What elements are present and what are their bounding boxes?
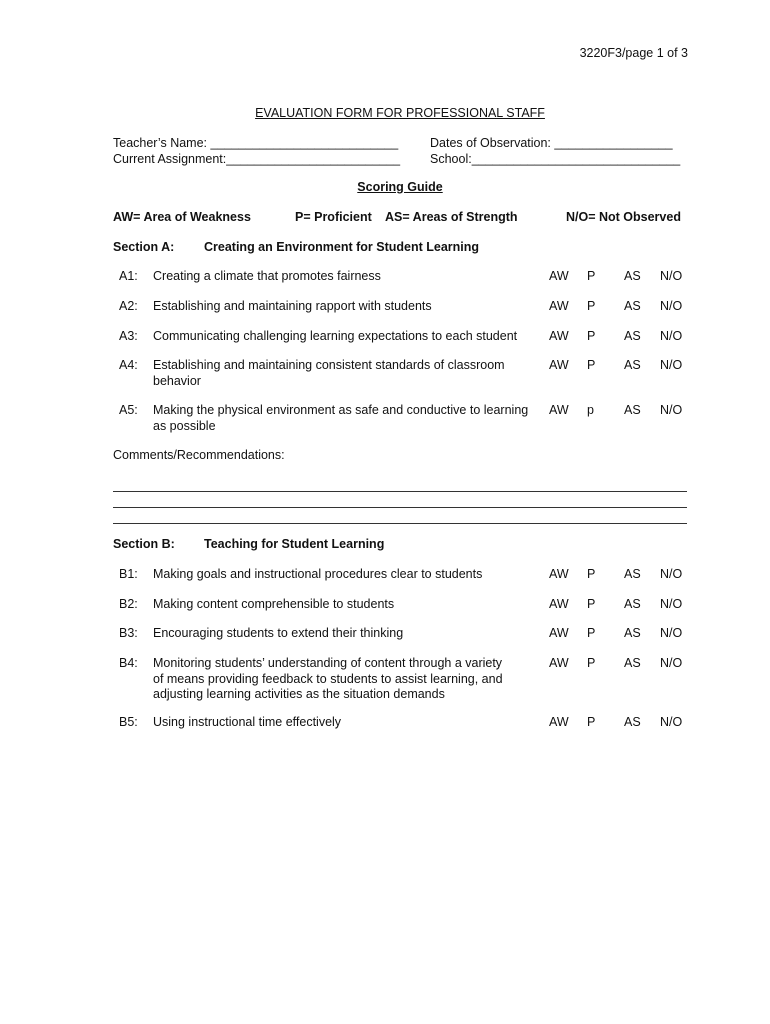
rating-no[interactable]: N/O bbox=[660, 597, 683, 611]
rating-as[interactable]: AS bbox=[624, 358, 641, 372]
rating-p[interactable]: P bbox=[587, 597, 596, 611]
comment-line[interactable] bbox=[113, 491, 687, 492]
rating-aw[interactable]: AW bbox=[549, 299, 569, 313]
legend-no: N/O= Not Observed bbox=[566, 210, 681, 224]
rating-p[interactable]: p bbox=[587, 403, 594, 417]
section-b-title: Teaching for Student Learning bbox=[204, 537, 385, 551]
rating-no[interactable]: N/O bbox=[660, 403, 683, 417]
section-b-label: Section B: bbox=[113, 537, 175, 551]
rating-aw[interactable]: AW bbox=[549, 269, 569, 283]
item-code: B3: bbox=[119, 626, 138, 640]
rating-p[interactable]: P bbox=[587, 656, 596, 670]
school-field[interactable]: School:______________________________ bbox=[430, 152, 681, 166]
comments-label: Comments/Recommendations: bbox=[113, 448, 285, 462]
teacher-name-field[interactable]: Teacher’s Name: ___________________________ bbox=[113, 136, 399, 150]
item-code: B5: bbox=[119, 715, 138, 729]
legend-aw: AW= Area of Weakness bbox=[113, 210, 251, 224]
rating-no[interactable]: N/O bbox=[660, 567, 683, 581]
item-text: Establishing and maintaining rapport with students bbox=[153, 299, 432, 313]
current-assignment-field[interactable]: Current Assignment:_________________________ bbox=[113, 152, 401, 166]
item-text: Making goals and instructional procedures clear to students bbox=[153, 567, 483, 581]
rating-no[interactable]: N/O bbox=[660, 358, 683, 372]
section-a-label: Section A: bbox=[113, 240, 175, 254]
item-code: A2: bbox=[119, 299, 138, 313]
rating-aw[interactable]: AW bbox=[549, 656, 569, 670]
rating-as[interactable]: AS bbox=[624, 269, 641, 283]
item-code: B2: bbox=[119, 597, 138, 611]
rating-as[interactable]: AS bbox=[624, 403, 641, 417]
rating-as[interactable]: AS bbox=[624, 656, 641, 670]
rating-p[interactable]: P bbox=[587, 358, 596, 372]
comment-line[interactable] bbox=[113, 507, 687, 508]
item-code: A5: bbox=[119, 403, 138, 417]
scoring-guide-heading: Scoring Guide bbox=[357, 180, 443, 194]
item-text: Encouraging students to extend their thinking bbox=[153, 626, 404, 640]
item-code: A4: bbox=[119, 358, 138, 372]
rating-p[interactable]: P bbox=[587, 567, 596, 581]
rating-no[interactable]: N/O bbox=[660, 626, 683, 640]
rating-p[interactable]: P bbox=[587, 329, 596, 343]
item-text: Using instructional time effectively bbox=[153, 715, 342, 729]
rating-as[interactable]: AS bbox=[624, 597, 641, 611]
item-code: B4: bbox=[119, 656, 138, 670]
rating-aw[interactable]: AW bbox=[549, 329, 569, 343]
rating-aw[interactable]: AW bbox=[549, 403, 569, 417]
rating-aw[interactable]: AW bbox=[549, 358, 569, 372]
item-code: B1: bbox=[119, 567, 138, 581]
comment-line[interactable] bbox=[113, 523, 687, 524]
legend-p: P= Proficient bbox=[295, 210, 372, 224]
rating-p[interactable]: P bbox=[587, 626, 596, 640]
rating-as[interactable]: AS bbox=[624, 329, 641, 343]
item-text: Making content comprehensible to students bbox=[153, 597, 395, 611]
page-number: 3220F3/page 1 of 3 bbox=[579, 46, 688, 60]
rating-no[interactable]: N/O bbox=[660, 299, 683, 313]
rating-p[interactable]: P bbox=[587, 715, 596, 729]
item-text: Communicating challenging learning expectations to each student bbox=[153, 329, 518, 343]
legend-as: AS= Areas of Strength bbox=[385, 210, 518, 224]
rating-no[interactable]: N/O bbox=[660, 656, 683, 670]
rating-as[interactable]: AS bbox=[624, 626, 641, 640]
rating-aw[interactable]: AW bbox=[549, 567, 569, 581]
item-text: Creating a climate that promotes fairness bbox=[153, 269, 381, 283]
rating-aw[interactable]: AW bbox=[549, 715, 569, 729]
rating-as[interactable]: AS bbox=[624, 299, 641, 313]
item-code: A1: bbox=[119, 269, 138, 283]
rating-p[interactable]: P bbox=[587, 269, 596, 283]
section-a-title: Creating an Environment for Student Learning bbox=[204, 240, 480, 254]
rating-as[interactable]: AS bbox=[624, 715, 641, 729]
item-text: Monitoring students’ understanding of content through a variety of means providing feedback to students to assist learning, and adjusting learning activities as the situation demands bbox=[153, 656, 503, 701]
item-code: A3: bbox=[119, 329, 138, 343]
rating-p[interactable]: P bbox=[587, 299, 596, 313]
rating-no[interactable]: N/O bbox=[660, 329, 683, 343]
item-text: Establishing and maintaining consistent standards of classroom behavior bbox=[153, 358, 505, 388]
item-text: Making the physical environment as safe and conductive to learning as possible bbox=[153, 403, 529, 433]
rating-no[interactable]: N/O bbox=[660, 269, 683, 283]
form-title: EVALUATION FORM FOR PROFESSIONAL STAFF bbox=[255, 106, 545, 120]
rating-aw[interactable]: AW bbox=[549, 597, 569, 611]
dates-of-observation-field[interactable]: Dates of Observation: _________________ bbox=[430, 136, 673, 150]
rating-aw[interactable]: AW bbox=[549, 626, 569, 640]
rating-as[interactable]: AS bbox=[624, 567, 641, 581]
rating-no[interactable]: N/O bbox=[660, 715, 683, 729]
